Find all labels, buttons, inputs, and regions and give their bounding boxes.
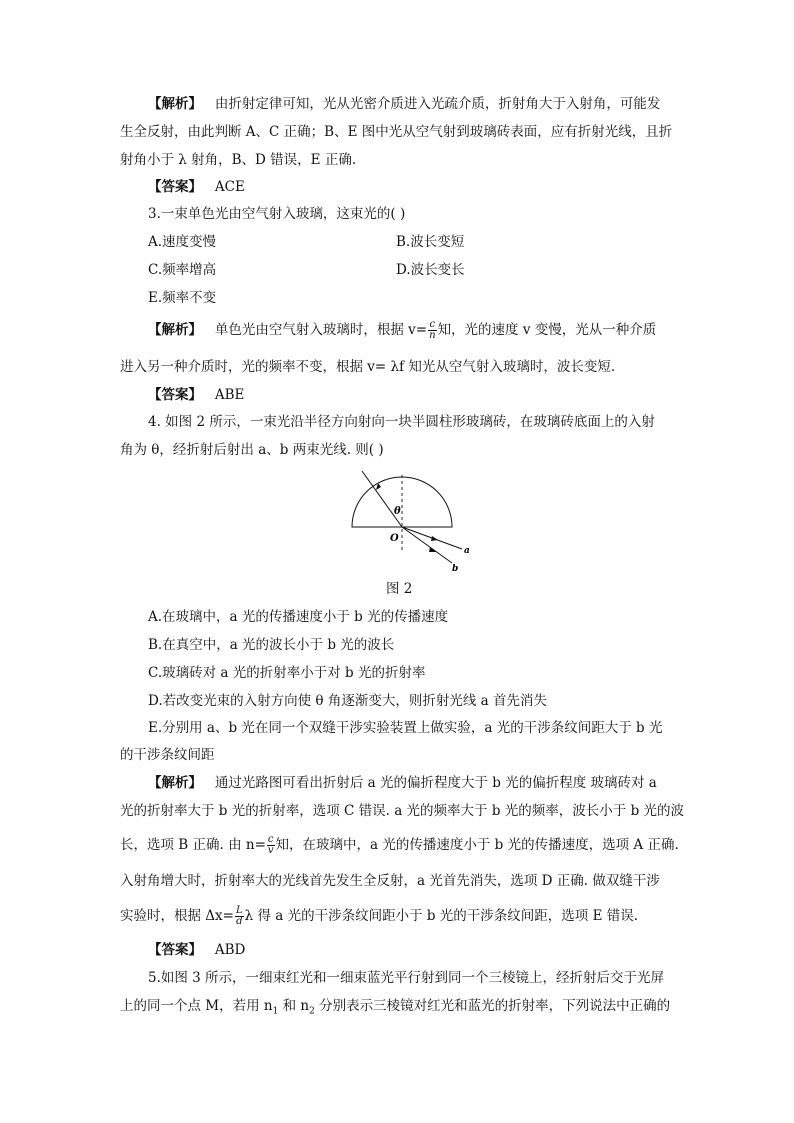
fraction-l-over-d: $\frac{L}{d}$ [235,905,243,927]
ray-b [402,527,452,563]
q4-option-d: D.若改变光束的入射方向使 θ 角逐渐变大，则折射光线 a 首先消失 [148,693,547,709]
figure-2-diagram [340,465,470,577]
q3-option-c: C.频率增高 [148,262,217,278]
ray-b-label: b [452,564,459,574]
q4-answer: 【答案】 ABD [148,942,246,958]
q3-answer: 【答案】 ABE [148,387,245,403]
incident-ray [362,471,402,527]
q4-option-e-line-2: 的干涉条纹间距 [120,747,215,763]
q4-option-c: C.玻璃砖对 a 光的折射率小于对 b 光的折射率 [148,665,426,681]
figure-2-caption: 图 2 [386,581,413,597]
q2-answer: 【答案】 ACE [148,179,245,195]
q3-option-e: E.频率不变 [148,290,217,306]
answer-label: 【答案】 [148,179,202,195]
q2-analysis-line-2: 生全反射，由此判断 A、C 正确；B、E 图中光从空气射到玻璃砖表面，应有折射光线，且折 [120,124,673,140]
q3-option-b: B.波长变短 [396,234,465,250]
q4-stem-line-2: 角为 θ，经折射后射出 a、b 两束光线. 则( ) [120,442,384,458]
q2-analysis-line-1: 【解析】 由折射定律可知，光从光密介质进入光疏介质，折射角大于入射角，可能发 [148,96,661,112]
q4-analysis-line-2: 光的折射率大于 b 光的折射率，选项 C 错误. a 光的频率大于 b 光的频率，波长小于 b 光的波 [120,803,685,819]
analysis-label: 【解析】 [148,775,202,791]
q4-analysis-line-3: 长，选项 B 正确. 由 n= $\frac{c}{v}$ 知，在玻璃中，a 光的传播速度小于 b 光的传播速度，选项 A 正确. [120,834,679,856]
ray-a-label: a [464,546,470,556]
q3-stem: 3.一束单色光由空气射入玻璃，这束光的( ) [148,206,406,222]
q4-stem-line-1: 4. 如图 2 所示，一束光沿半径方向射向一块半圆柱形玻璃砖，在玻璃砖底面上的入射 [148,414,655,430]
analysis-label: 【解析】 [148,322,202,338]
q3-analysis-line-2: 进入另一种介质时，光的频率不变，根据 v= λf 知光从空气射入玻璃时，波长变短. [120,359,616,375]
q4-analysis-line-4: 入射角增大时，折射率大的光线首先发生全反射，a 光首先消失，选项 D 正确. 做双缝干涉 [120,873,660,889]
point-o-label: O [390,533,399,544]
answer-label: 【答案】 [148,942,202,958]
analysis-label: 【解析】 [148,96,202,112]
ray-b-arrow [429,547,436,552]
q3-option-a: A.速度变慢 [148,234,217,250]
fraction-c-over-v: $\frac{c}{v}$ [267,834,274,856]
answer-label: 【答案】 [148,387,202,403]
q4-option-b: B.在真空中，a 光的波长小于 b 光的波长 [148,637,395,653]
q3-analysis-line-1: 【解析】 单色光由空气射入玻璃时，根据 v= $\frac{c}{n}$ 知，光的速度 v 变慢，光从一种介质 [148,319,657,341]
q3-option-d: D.波长变长 [396,262,465,278]
q4-analysis-line-1: 【解析】 通过光路图可看出折射后 a 光的偏折程度大于 b 光的偏折程度 玻璃砖对 a [148,775,657,791]
q4-analysis-line-5: 实验时，根据 Δx= $\frac{L}{d}$ λ 得 a 光的干涉条纹间距小于 b 光的干涉条纹间距，选项 E 错误. [120,905,639,927]
q4-option-e-line-1: E.分别用 a、b 光在同一个双缝干涉实验装置上做实验，a 光的干涉条纹间距大于 b 光 [148,720,663,736]
theta-label: θ [394,506,401,517]
q5-stem-line-2: 上的同一个点 M，若用 $n_1$ 和 $n_2$ 分别表示三棱镜对红光和蓝光的折射率，下列说法中正确的 [120,998,671,1017]
q5-stem-line-1: 5.如图 3 所示，一细束红光和一细束蓝光平行射到同一个三棱镜上，经折射后交于光屏 [148,970,665,986]
fraction-c-over-n: $\frac{c}{n}$ [429,319,436,341]
q2-analysis-line-3: 射角小于 λ 射角，B、D 错误，E 正确. [120,152,357,168]
q4-option-a: A.在玻璃中，a 光的传播速度小于 b 光的传播速度 [148,609,449,625]
